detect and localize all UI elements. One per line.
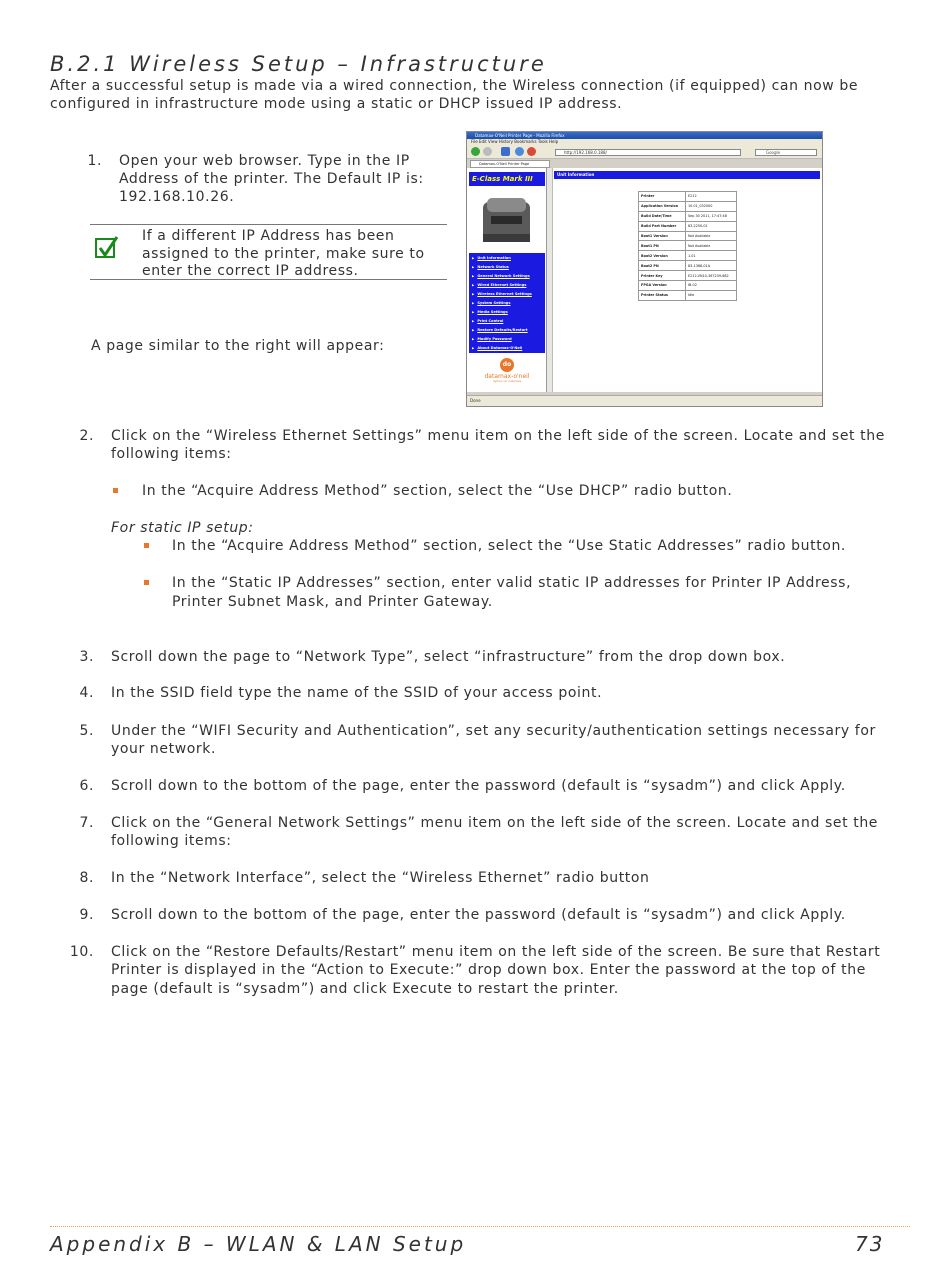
bullet-icon (144, 580, 149, 585)
checkmark-icon (95, 238, 115, 258)
nav-item: ▶ Wireless Ethernet Settings (472, 290, 544, 299)
step-text: Scroll down the page to “Network Type”, select “infrastructure” from the drop down box. (111, 649, 786, 665)
logo-text: datamax-o'neil (484, 373, 530, 380)
printer-nav (469, 253, 545, 353)
nav-item: ▶ Media Settings (472, 308, 544, 317)
unit-info-value: 83-2250-01 (686, 221, 737, 231)
step-text: Under the “WIFI Security and Authentication”, set any security/authentication settings necessary for (111, 723, 876, 739)
browser-menu: File Edit View History Bookmarks Tools Help (467, 139, 822, 145)
static-ip-label: For static IP setup: (111, 520, 254, 536)
nav-item: ▶ System Settings (472, 299, 544, 308)
step-text: Click on the “Wireless Ethernet Settings” menu item on the left side of the screen. Locate and set the (111, 428, 885, 444)
nav-item: ▶ Modify Password (472, 335, 544, 344)
unit-info-key: Build Part Number (639, 221, 686, 231)
reload-icon (515, 147, 524, 156)
unit-info-row (639, 192, 737, 202)
printer-icon (479, 194, 534, 246)
step-number: 10. (69, 944, 94, 960)
nav-item: ▶ Restore Defaults/Restart (472, 326, 544, 335)
unit-info-value: Not Available (686, 231, 737, 241)
browser-tab: Datamax-O'Neil Printer Page (470, 160, 550, 168)
step-number: 4. (79, 685, 94, 701)
browser-status: Done (467, 395, 822, 406)
step-text: Open your web browser. Type in the IP (119, 153, 410, 169)
bullet-text: In the “Acquire Address Method” section, select the “Use Static Addresses” radio button. (172, 538, 846, 554)
back-icon (471, 147, 480, 156)
nav-item: ▶ About Datamax-O'Neil (472, 344, 544, 353)
step-text: In the SSID field type the name of the SSID of your access point. (111, 685, 603, 701)
unit-info-key: Boot2 Version (639, 251, 686, 261)
nav-item: ▶ Unit Information (472, 254, 544, 263)
search-field: Google (755, 149, 817, 156)
bullet-text: In the “Acquire Address Method” section, select the “Use DHCP” radio button. (142, 483, 733, 499)
unit-info-value: Not Available (686, 241, 737, 251)
logo-tagline: right by our customers (492, 380, 522, 383)
unit-info-value: 83-1368-01A (686, 261, 737, 271)
step-number: 7. (79, 815, 94, 831)
unit-info-row (639, 290, 737, 300)
home-icon (501, 147, 510, 156)
unit-info-key: Printer Status (639, 290, 686, 300)
unit-info-row (639, 241, 737, 251)
unit-info-value: 1.01 (686, 251, 737, 261)
step-number: 2. (79, 428, 94, 444)
note-box (90, 224, 447, 280)
stop-icon (527, 147, 536, 156)
page-similar-text: A page similar to the right will appear: (91, 338, 385, 354)
step-text: In the “Network Interface”, select the “Wireless Ethernet” radio button (111, 870, 650, 886)
unit-info-key: Boot1 PN (639, 241, 686, 251)
step-text: Address of the printer. The Default IP is: (119, 171, 424, 187)
bullet-text: In the “Static IP Addresses” section, enter valid static IP addresses for Printer IP Address, (172, 575, 852, 591)
nav-item: ▶ Network Status (472, 263, 544, 272)
unit-info-row (639, 221, 737, 231)
unit-info-key: Boot1 Version (639, 231, 686, 241)
step-number: 1. (87, 153, 102, 169)
step-text: 192.168.10.26. (119, 189, 235, 205)
section-title: B.2.1 Wireless Setup – Infrastructure (50, 52, 547, 76)
unit-info-key: Application Version (639, 201, 686, 211)
unit-info-value: 10.01_032000 (686, 201, 737, 211)
step-number: 5. (79, 723, 94, 739)
step-number: 9. (79, 907, 94, 923)
note-text: enter the correct IP address. (142, 263, 359, 279)
step-text: page (default is “sysadm”) and click Execute to restart the printer. (111, 981, 619, 997)
unit-info-row (639, 211, 737, 221)
brand-banner: E-Class Mark III (469, 172, 545, 186)
nav-item: ▶ Print Control (472, 317, 544, 326)
step-text: your network. (111, 741, 217, 757)
unit-info-row (639, 231, 737, 241)
url-field: http://192.168.0.188/ (555, 149, 741, 156)
unit-info-row (639, 201, 737, 211)
bullet-text: Printer Subnet Mask, and Printer Gateway. (172, 594, 493, 610)
unit-info-table (638, 191, 737, 301)
logo-mark: do (500, 358, 514, 372)
step-text: Click on the “Restore Defaults/Restart” menu item on the left side of the screen. Be sure that Restart (111, 944, 881, 960)
unit-info-value: Idle (686, 290, 737, 300)
unit-info-row (639, 271, 737, 281)
step-number: 3. (79, 649, 94, 665)
unit-info-row (639, 251, 737, 261)
bullet-icon (144, 543, 149, 548)
step-number: 8. (79, 870, 94, 886)
unit-info-key: Build Date/Time (639, 211, 686, 221)
intro-paragraph: After a successful setup is made via a wired connection, the Wireless connection (if equipped) can now be configured in infrastructure mode using a static or DHCP issued IP address. (50, 78, 859, 112)
datamax-logo (483, 358, 531, 388)
unit-info-key: FPGA Version (639, 281, 686, 291)
unit-info-header: Unit Information (554, 171, 820, 179)
step-text: following items: (111, 833, 232, 849)
unit-info-row (639, 281, 737, 291)
step-text: Scroll down to the bottom of the page, enter the password (default is “sysadm”) and click Apply. (111, 778, 846, 794)
step-number: 6. (79, 778, 94, 794)
step-text: Scroll down to the bottom of the page, enter the password (default is “sysadm”) and click Apply. (111, 907, 846, 923)
footer-title: Appendix B – WLAN & LAN Setup (50, 1232, 467, 1256)
step-text: following items: (111, 446, 232, 462)
step-text: Click on the “General Network Settings” menu item on the left side of the screen. Locate and set the (111, 815, 878, 831)
footer-rule (50, 1226, 910, 1227)
note-text: If a different IP Address has been (142, 228, 395, 244)
unit-info-key: Printer (639, 192, 686, 202)
note-text: assigned to the printer, make sure to (142, 246, 425, 262)
nav-item: ▶ General Network Settings (472, 272, 544, 281)
browser-title: Datamax-O'Neil Printer Page - Mozilla Firefox (467, 132, 822, 139)
unit-info-value: E212-VN10-367239-682 (686, 271, 737, 281)
forward-icon (483, 147, 492, 156)
unit-info-row (639, 261, 737, 271)
unit-info-value: IB-02 (686, 281, 737, 291)
unit-info-value: E212 (686, 192, 737, 202)
unit-info-key: Printer Key (639, 271, 686, 281)
unit-info-value: Sep 30 2011, 17:47:48 (686, 211, 737, 221)
step-text: Printer is displayed in the “Action to Execute:” drop down box. Enter the password at the top of the (111, 962, 866, 978)
bullet-icon (113, 488, 118, 493)
unit-info-key: Boot2 PN (639, 261, 686, 271)
page-number: 73 (855, 1232, 885, 1256)
nav-item: ▶ Wired Ethernet Settings (472, 281, 544, 290)
browser-screenshot (466, 131, 823, 407)
